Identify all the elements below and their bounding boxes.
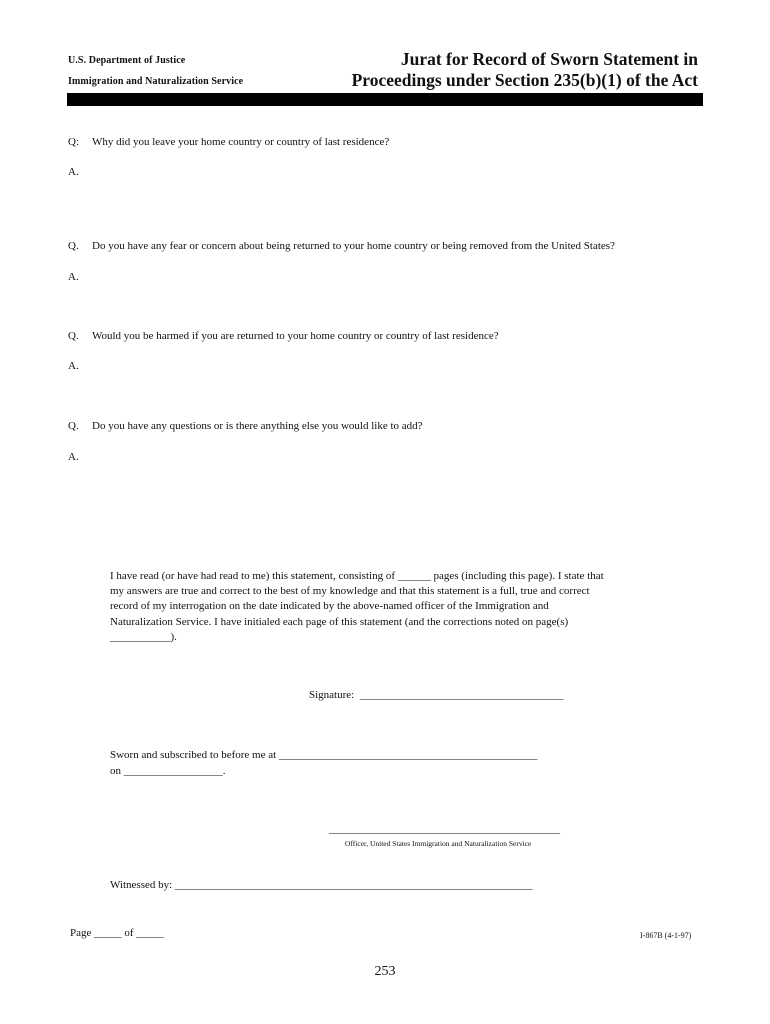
form-title [318,49,698,91]
answer-1 [68,166,92,178]
question-label: Q. [68,240,79,252]
statement-line: I have read (or have had read to me) this statement, consisting of ______ pages (including this page). I state that [110,570,604,582]
page-number: 253 [374,964,396,979]
statement-line: ___________). [110,630,177,643]
header-rule [67,93,703,106]
attestation-statement [110,569,680,645]
statement-line: record of my interrogation on the date indicated by the above-named officer of the Immigration and [110,600,549,613]
question-2 [68,240,615,252]
answer-label: A. [68,451,79,463]
department-name: U.S. Department of Justice [68,55,186,66]
sworn-date-field[interactable]: on __________________. [110,765,226,777]
answer-label: A. [68,360,79,372]
form-number: I-867B (4-1-97) [640,931,692,940]
question-1 [68,136,389,148]
answer-label: A. [68,166,79,178]
question-text: Why did you leave your home country or country of last residence? [92,136,390,148]
question-label: Q. [68,330,79,342]
statement-line: my answers are true and correct to the best of my knowledge and that this statement is a full, true and correct [110,585,590,598]
witness-field[interactable]: Witnessed by: _________________________________________________________________ [110,879,533,891]
sworn-location-field[interactable]: Sworn and subscribed to before me at _______________________________________________ [110,749,538,761]
signature-field[interactable]: Signature: _____________________________________ [309,689,564,701]
question-text: Do you have any questions or is there anything else you would like to add? [92,420,423,432]
question-3 [68,330,499,342]
answer-3 [68,360,92,372]
officer-signature-line[interactable]: __________________________________________ [329,823,560,835]
question-label: Q: [68,136,79,148]
answer-4 [68,451,92,463]
question-4 [68,420,423,432]
question-text: Do you have any fear or concern about being returned to your home country or being removed from the United States? [92,240,615,252]
statement-line: Naturalization Service. I have initialed each page of this statement (and the corrections noted on page(s) [110,615,569,628]
service-name: Immigration and Naturalization Service [68,76,244,87]
form-title-line2: Proceedings under Section 235(b)(1) of the Act [351,70,698,90]
officer-caption: Officer, United States Immigration and Naturalization Service [345,839,532,848]
form-title-line1: Jurat for Record of Sworn Statement in [400,49,698,69]
page-of-field[interactable]: Page _____ of _____ [70,927,164,939]
question-label: Q. [68,420,79,432]
answer-label: A. [68,271,79,283]
question-text: Would you be harmed if you are returned to your home country or country of last residence? [92,330,499,342]
answer-2 [68,271,92,283]
